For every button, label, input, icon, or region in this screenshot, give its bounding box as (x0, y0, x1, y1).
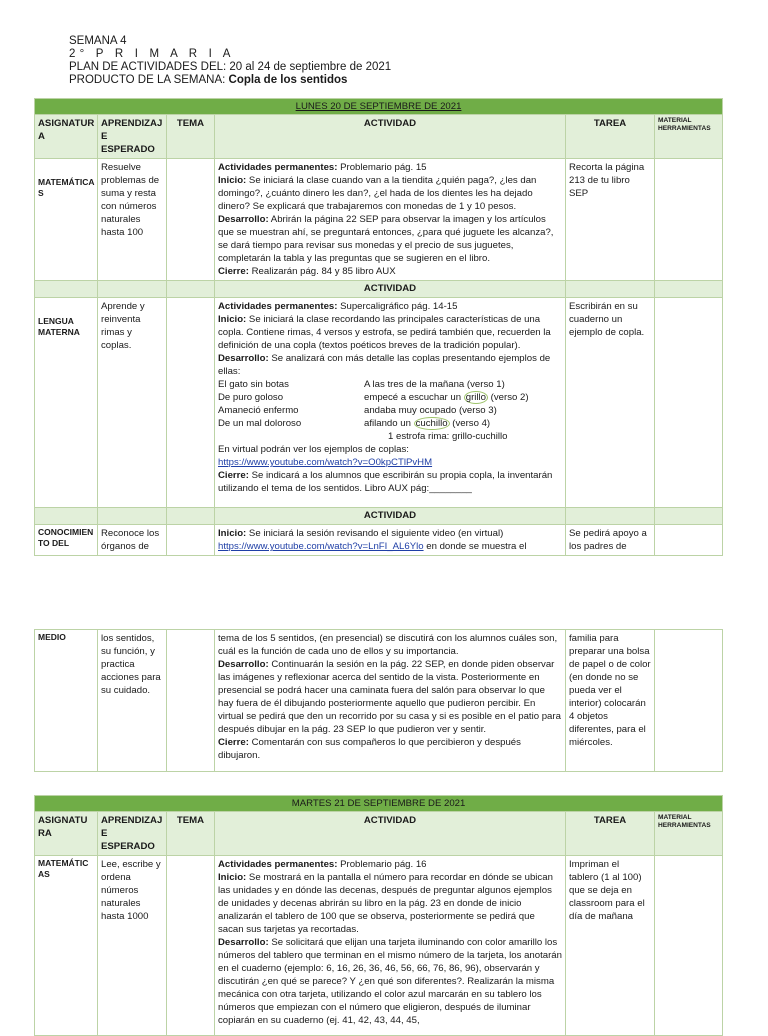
col-material: MATERIAL HERRAMIENTAS (655, 115, 723, 159)
material-cell (655, 159, 723, 281)
weekly-product (69, 74, 391, 87)
col-actividad: ACTIVIDAD (215, 812, 566, 856)
tema-cell (167, 159, 215, 281)
tarea-cell: Recorta la página 213 de tu libro SEP (566, 159, 655, 281)
table-row (35, 856, 723, 1036)
day-header: LUNES 20 DE SEPTIEMBRE DE 2021 (35, 99, 723, 115)
subject-cell: LENGUA MATERNA (35, 298, 98, 508)
day-header: MARTES 21 DE SEPTIEMBRE DE 2021 (35, 796, 723, 812)
tarea-cell: familia para preparar una bolsa de papel o de color (en donde no se pueda ver el interior) colocarán 4 objetos diferentes, para el miércoles. (566, 630, 655, 772)
actividad-cell: Actividades permanentes: Problemario pág. 15 Inicio: Se iniciará la clase cuando van a la tiendita ¿quién paga?, ¿les dan domingo?, ¿cuánto dinero les dan?, ¿el hada de los dientes les ha dejado dinero? Se explicará que trabajaremos con monedas de 1 y 10 pesos. Desarrollo: Abrirán la página 22 SEP para observar la imagen y los artículos que se muestran ahí, se preguntará entonces, ¿para qué juguete les alcanza?, se dará tiempo para revisar sus monedas y el precio de sus juguetes, completarán la tabla y las preguntas que se sugieren en el libro. Cierre: Realizarán pág. 84 y 85 libro AUX (215, 159, 566, 281)
aprendizaje-cell: Resuelve problemas de suma y resta con números naturales hasta 100 (98, 159, 167, 281)
verse-line: El gato sin botas A las tres de la mañana (verso 1) (218, 379, 505, 390)
table-row (35, 630, 723, 772)
subject-cell: MATEMÁTICA S (35, 159, 98, 281)
col-aprendizaje: APRENDIZAJ E ESPERADO (98, 115, 167, 159)
aprendizaje-cell: Reconoce los órganos de (98, 525, 167, 556)
col-material: MATERIAL HERRAMIENTAS (655, 812, 723, 856)
tema-cell (167, 856, 215, 1036)
verse-line: De puro goloso empecé a escuchar un grillo (verso 2) (218, 392, 529, 403)
product-name: Copla de los sentidos (228, 74, 348, 86)
material-cell (655, 525, 723, 556)
aprendizaje-cell: los sentidos, su función, y practica acciones para su cuidado. (98, 630, 167, 772)
rhyme-word-highlight: grillo (465, 392, 486, 403)
col-tema: TEMA (167, 115, 215, 159)
monday-plan-continuation-table (34, 629, 723, 772)
estrofa-note: 1 estrofa rima: grillo-cuchillo (388, 431, 508, 442)
table-row (35, 525, 723, 556)
col-asignatura: ASIGNATUR A (35, 115, 98, 159)
actividad-cell: Actividades permanentes: Supercaligráfico pág. 14-15 Inicio: Se iniciará la clase recordando las principales características de una copla. Contiene rimas, 4 versos y estrofa, se pedirá también que, recuerden la definición de una copla (textos poéticos breves de la tradición popular). Desarrollo: Se analizará con más detalle las coplas presentando ejemplos de ellas: El gato sin botas A las tres de la mañana (verso 1) De puro goloso empecé a escuchar un grillo (verso 2) Amaneció enfermo andaba muy ocupado (verso 3) De un mal doloroso afilando un cuchillo (verso 4) 1 estrofa rima: grillo-cuchillo En virtual podrán ver los ejemplos de coplas: https://www.youtube.com/watch?v=O0kpCTlPvHM Cierre: Se indicará a los alumnos que escribirán su propia copla, la inventarán utilizando el tema de los sentidos. Libro AUX pág:________ (215, 298, 566, 508)
col-aprendizaje: APRENDIZAJ E ESPERADO (98, 812, 167, 856)
table-row (35, 298, 723, 508)
col-asignatura: ASIGNATU RA (35, 812, 98, 856)
week-label: SEMANA 4 (69, 35, 127, 47)
col-tema: TEMA (167, 812, 215, 856)
table-row (35, 159, 723, 281)
subject-cell: MATEMÁTIC AS (35, 856, 98, 1036)
youtube-link[interactable]: https://www.youtube.com/watch?v=O0kpCTlPvHM (218, 457, 433, 468)
verse-line: De un mal doloroso afilando un cuchillo (verso 4) (218, 418, 491, 429)
tema-cell (167, 630, 215, 772)
rhyme-word-highlight: cuchillo (415, 418, 448, 429)
actividad-label: ACTIVIDAD (215, 281, 566, 298)
grade-label: 2° P R I M A R I A (69, 48, 235, 60)
document-header (69, 35, 391, 87)
tarea-cell: Impriman el tablero (1 al 100) que se deja en classroom para el día de mañana (566, 856, 655, 1036)
tema-cell (167, 298, 215, 508)
tarea-cell: Escribirán en su cuaderno un ejemplo de copla. (566, 298, 655, 508)
verse-line: Amaneció enfermo andaba muy ocupado (verso 3) (218, 405, 497, 416)
tema-cell (167, 525, 215, 556)
actividad-cell: tema de los 5 sentidos, (en presencial) se discutirá con los alumnos cuáles son, cuál es la función de cada uno de ellos y su importancia. Desarrollo: Continuarán la sesión en la pág. 22 SEP, en donde piden observar las imágenes y reflexionar acerca del sentido de la vista. Posteriormente en presencial se podrá hacer una caminata fuera del salón para observar lo que hay fuera de él dibujando posteriormente aquello que pudieron percibir. En virtual se pedirá que den un recorrido por su casa y si es posible en el patio para después dibujar en la pág. 23 SEP lo que pudieron ver y sentir. Cierre: Comentarán con sus compañeros lo que percibieron y después dibujaron. (215, 630, 566, 772)
actividad-cell: Inicio: Se iniciará la sesión revisando el siguiente video (en virtual) https://www.youtube.com/watch?v=LnFI_AL6Ylo en donde se muestra el (215, 525, 566, 556)
plan-dates: PLAN DE ACTIVIDADES DEL: 20 al 24 de septiembre de 2021 (69, 61, 392, 73)
col-tarea: TAREA (566, 812, 655, 856)
monday-plan-table (34, 98, 723, 556)
virtual-note: En virtual podrán ver los ejemplos de coplas: (218, 444, 409, 455)
youtube-link[interactable]: https://www.youtube.com/watch?v=LnFI_AL6Ylo (218, 541, 424, 552)
col-tarea: TAREA (566, 115, 655, 159)
aprendizaje-cell: Lee, escribe y ordena números naturales hasta 1000 (98, 856, 167, 1036)
tuesday-plan-table (34, 795, 723, 1036)
subject-cell: MEDIO (35, 630, 98, 772)
col-actividad: ACTIVIDAD (215, 115, 566, 159)
material-cell (655, 856, 723, 1036)
material-cell (655, 630, 723, 772)
material-cell (655, 298, 723, 508)
product-prefix: PRODUCTO DE LA SEMANA: (69, 74, 229, 86)
subject-cell: CONOCIMIEN TO DEL (35, 525, 98, 556)
actividad-label: ACTIVIDAD (215, 508, 566, 525)
tarea-cell: Se pedirá apoyo a los padres de (566, 525, 655, 556)
actividad-cell: Actividades permanentes: Problemario pág. 16 Inicio: Se mostrará en la pantalla el número para recordar en dónde se ubican las unidades y en dónde las decenas, después de preguntar algunos ejemplos de unidades y decenas abrirán su libro en la pág. 23 en donde de inicio analizarán el tablero de 100 que se observa, posteriormente se pedirá que sacan sus tarjetas ya recortadas. Desarrollo: Se solicitará que elijan una tarjeta iluminando con color amarillo los números del tablero que terminan en el mismo número de la tarjeta, los anotarán en el cuaderno (ejemplo: 6, 16, 26, 36, 46, 56, 66, 76, 86, 96), observarán y discutirán ¿en qué se parece? Y ¿en qué son diferentes?. Realizarán la misma mecánica con otra tarjeta, utilizando el color azul marcarán en su tablero los números que empiezan con el número que eligieron, después de iluminar copiarán en su cuaderno (ej. 41, 42, 43, 44, 45, (215, 856, 566, 1036)
aprendizaje-cell: Aprende y reinventa rimas y coplas. (98, 298, 167, 508)
